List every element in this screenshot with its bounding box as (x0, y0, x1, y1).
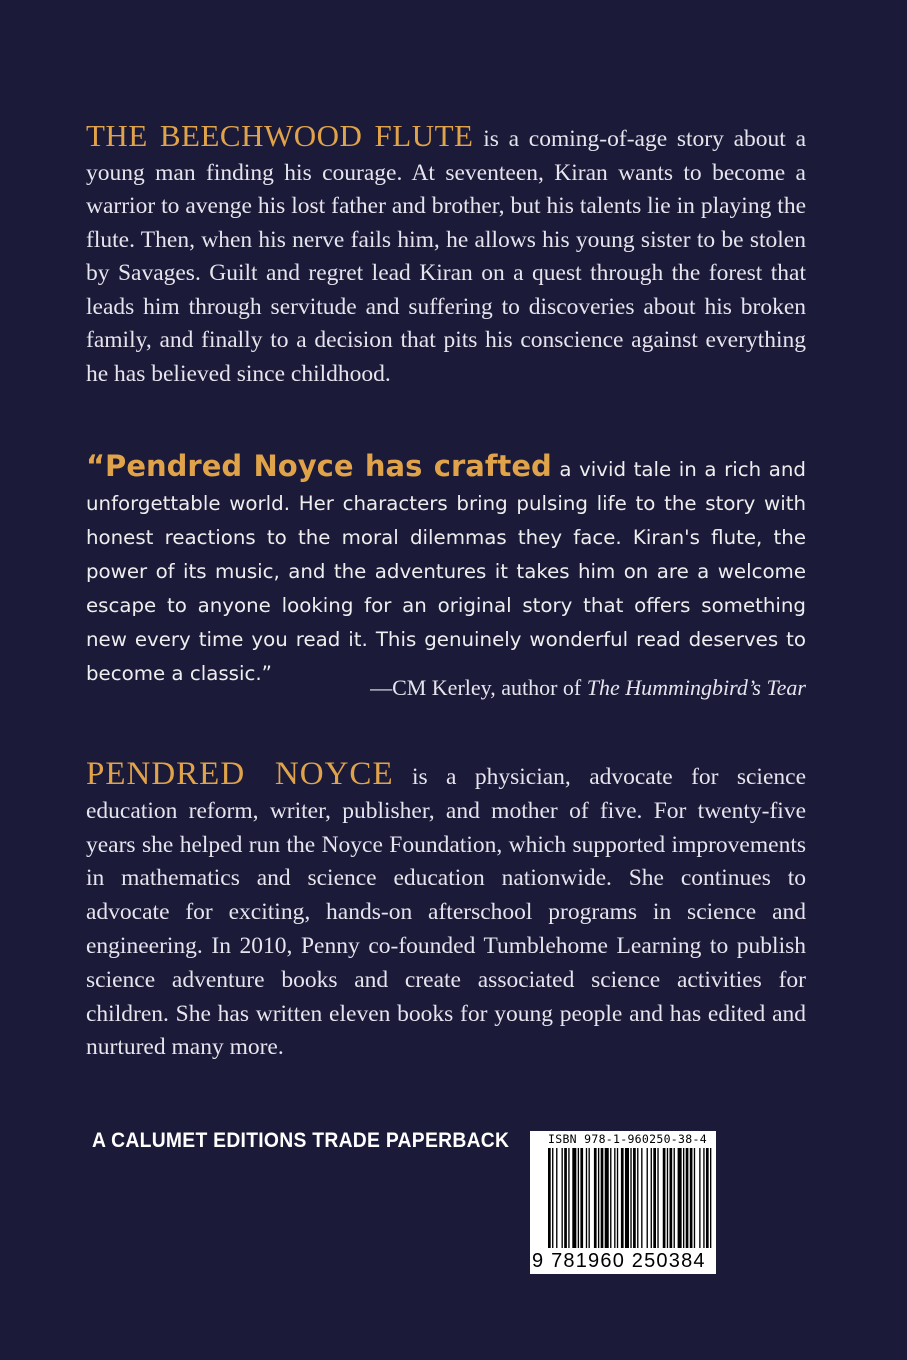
barcode-bar (633, 1148, 636, 1248)
author-name: PENDRED NOYCE (86, 756, 394, 792)
barcode-bar (564, 1148, 567, 1248)
barcode-bar (594, 1148, 597, 1248)
barcode-bar (670, 1148, 673, 1248)
barcode-bar (586, 1148, 587, 1248)
barcode-digits: 9 781960 250384 (532, 1250, 706, 1272)
review-quote (86, 449, 806, 691)
barcode-bar (686, 1148, 689, 1248)
barcode-bar (667, 1148, 668, 1248)
barcode-bar (552, 1148, 553, 1248)
barcode-bar (617, 1148, 618, 1248)
author-bio (86, 758, 806, 1065)
review-lead: “Pendred Noyce has crafted (86, 449, 552, 483)
book-title: THE BEECHWOOD FLUTE (86, 118, 474, 153)
barcode-bar (562, 1148, 563, 1248)
barcode-bar (572, 1148, 576, 1248)
barcode-bar (699, 1148, 700, 1248)
bio-text: is a physician, advocate for science education reform, writer, publisher, and mother of five. For twenty-five years she helped run the Noyce Foundation, which supported improvements in mathematics and science education nationwide. She continues to advocate for exciting, hands-on afterschool programs in science and engineering. In 2010, Penny co-founded Tumblehome Learning to publish science adventure books and create associated science activities for children. She has written eleven books for young people and has edited and nurtured many more. (86, 764, 807, 1061)
barcode-bar (674, 1148, 675, 1248)
barcode-bar (556, 1148, 557, 1248)
barcode-bar (694, 1148, 695, 1248)
barcode-bar (605, 1148, 609, 1248)
attribution-prefix: —CM Kerley, author of (370, 675, 587, 700)
barcode-bar (614, 1148, 615, 1248)
barcode-bar (589, 1148, 590, 1248)
attribution-work: The Hummingbird’s Tear (586, 675, 806, 700)
barcode-bar (578, 1148, 579, 1248)
barcode-bar (601, 1148, 604, 1248)
barcode-bar (663, 1148, 666, 1248)
isbn-barcode (530, 1131, 716, 1274)
synopsis-paragraph (86, 119, 806, 391)
barcode-bar (580, 1148, 583, 1248)
barcode-bar (625, 1148, 629, 1248)
barcode-bar (621, 1148, 624, 1248)
barcode-bar (568, 1148, 569, 1248)
barcode-bar (598, 1148, 599, 1248)
barcode-bar (651, 1148, 652, 1248)
barcode-bar (706, 1148, 709, 1248)
review-text: a vivid tale in a rich and unforgettable world. Her characters bring pulsing life to the story with honest reactions to the moral dilemmas they face. Kiran's flute, the power of its music, and the adventures it takes him on are a welcome escape to anyone looking for an original story that offers something new every time you read it. This genuinely wonderful read deserves to become a classic.” (86, 458, 806, 685)
barcode-bar (678, 1148, 682, 1248)
barcode-bar (683, 1148, 684, 1248)
synopsis-text: is a coming-of-age story about a young man finding his courage. At seventeen, Kiran wants to become a warrior to avenge his lost father and brother, but his talents lie in playing the flute. Then, when his nerve fails him, he allows his young sister to be stolen by Savages. Guilt and regret lead Kiran on a quest through the forest that leads him through servitude and suffering to discoveries about his broken family, and finally to a decision that pits his conscience against everything he has believed since childhood. (86, 126, 806, 387)
barcode-bar (690, 1148, 693, 1248)
barcode-bar (641, 1148, 642, 1248)
barcode-bar (610, 1148, 611, 1248)
barcode-bar (637, 1148, 638, 1248)
edition-label: A CALUMET EDITIONS TRADE PAPERBACK (92, 1129, 510, 1152)
barcode-bar (657, 1148, 658, 1248)
isbn-label: ISBN 978-1-960250-38-4 (548, 1132, 707, 1146)
barcode-bar (703, 1148, 704, 1248)
barcode-bar (630, 1148, 631, 1248)
barcode-bar (710, 1148, 711, 1248)
review-attribution (86, 673, 806, 703)
barcode-bar (548, 1148, 551, 1248)
barcode-bar (653, 1148, 656, 1248)
barcode-bar (647, 1148, 648, 1248)
